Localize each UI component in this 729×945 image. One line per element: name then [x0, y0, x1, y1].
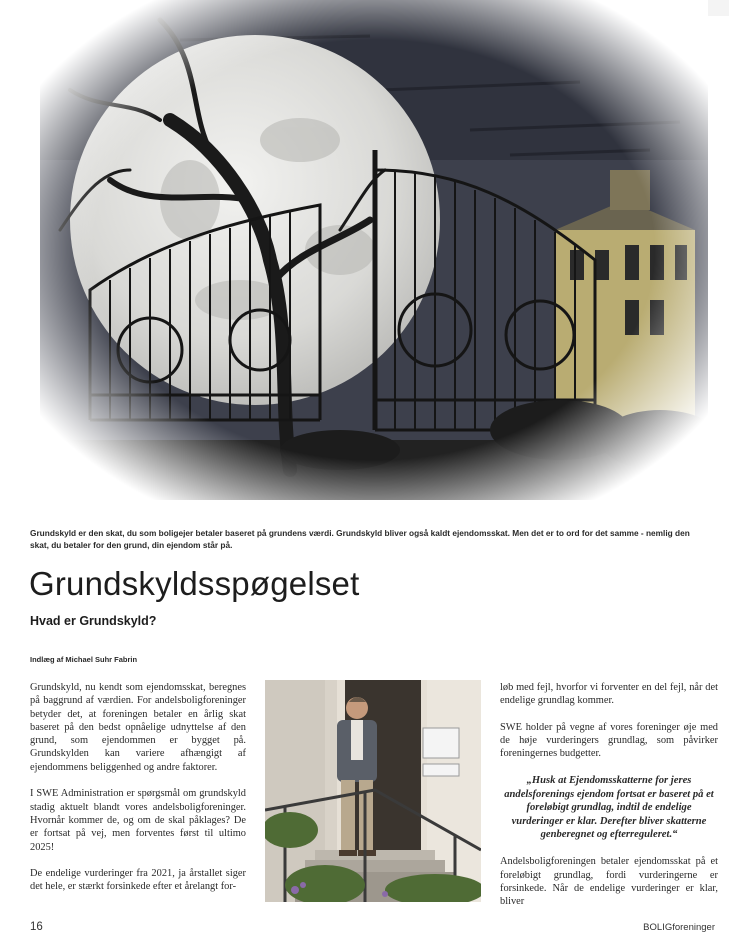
paragraph: Grundskyld, nu kendt som ejendomsskat, beregnes på baggrund af værdien. For andelsboligforeninger betyder det, at foreningen betaler en årlig skat baseret på den bedst opnåelige udnyttelse af den grund, som ejendommen er bygget på. Grundskylden kan variere afhængigt af ejendommens beliggenhed og andre faktorer.: [30, 682, 246, 773]
magazine-name: BOLIGforeninger: [643, 922, 715, 933]
paragraph: SWE holder på vegne af vores foreninger øje med de høje vurderingers grundlag, som påvirker foreningernes budgetter.: [500, 721, 718, 760]
paragraph: De endelige vurderinger fra 2021, ja årstallet siger det hele, er stærkt forsinkede efter et årelangt for-: [30, 868, 246, 893]
byline: Indlæg af Michael Suhr Fabrin: [30, 655, 138, 664]
article-column-3: [500, 681, 718, 909]
hero-illustration: [40, 0, 708, 500]
page-number: 16: [30, 921, 43, 933]
pull-quote: „Husk at Ejendomsskatterne for jeres andelsforenings ejendom fortsat er baseret på et foreløbigt grundlag, indtil de endelige vurderinger er klar. Derefter bliver skatterne genberegnet og efterreguleret.“: [504, 775, 714, 841]
paragraph: I SWE Administration er spørgsmål om grundskyld stadig aktuelt blandt vores andelsboligforeninger. Hvornår kommer de, og om de skal påklages? De er fortsat på vej, men forventes først til ultimo 2025!: [30, 788, 246, 853]
article-title: Grundskyldsspøgelset: [29, 565, 360, 602]
paragraph: Andelsboligforeningen betaler ejendomsskat på et foreløbigt grundlag, fordi vurderingerne er forsinkede. Når de endelige vurderinger er klar, bliver: [500, 856, 718, 908]
article-subtitle: Hvad er Grundskyld?: [30, 614, 157, 628]
paragraph: løb med fejl, hvorfor vi forventer en del fejl, når det endelige grundlag kommer.: [500, 682, 718, 707]
article-column-1: [30, 681, 246, 894]
image-caption: Grundskyld er den skat, du som boligejer betaler baseret på grundens værdi. Grundskyld bliver også kaldt ejendomsskat. Men det er to ord for det samme - nemlig den skat, du betaler for den grund, din ejendom står på.: [30, 528, 690, 550]
author-photo: [265, 680, 481, 902]
